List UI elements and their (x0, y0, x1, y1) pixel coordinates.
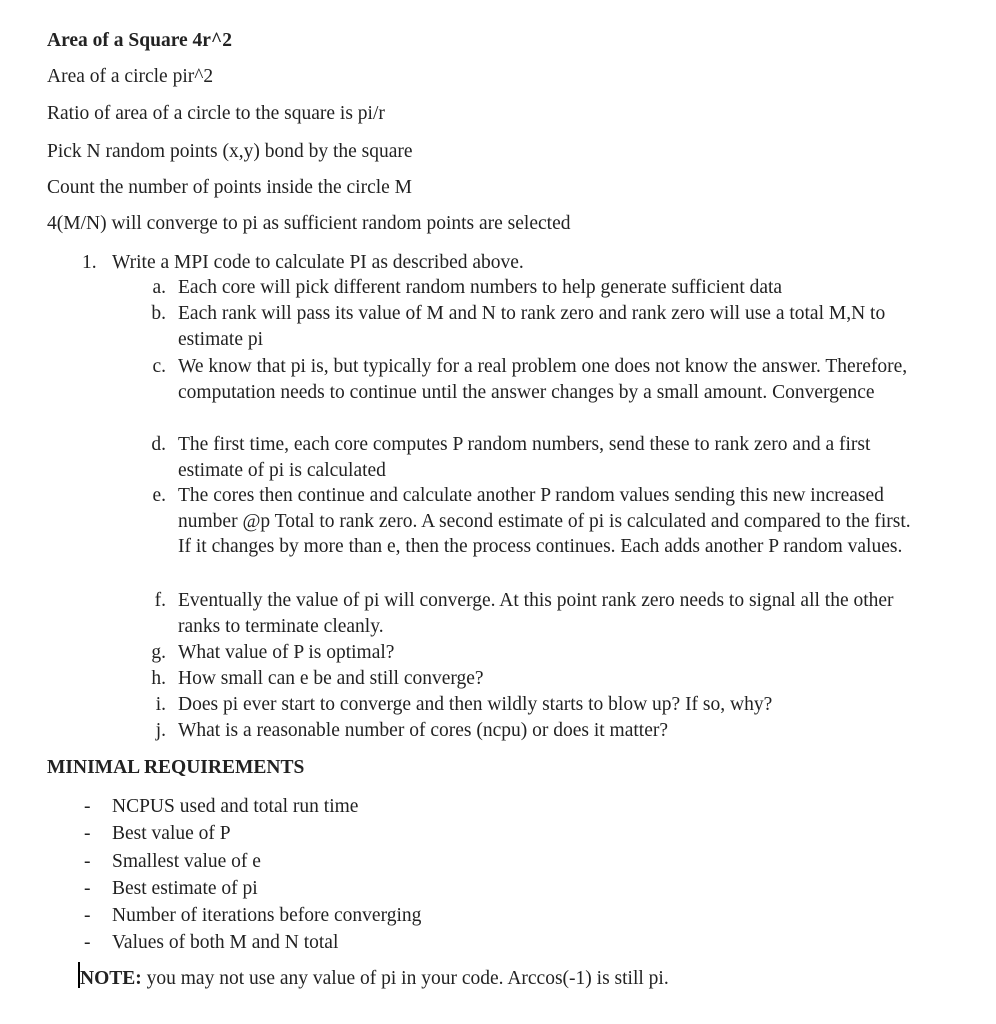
requirement-item: Values of both M and N total (112, 932, 339, 953)
subitem-label: c. (152, 356, 166, 377)
intro-line: Area of a circle pir^2 (47, 66, 214, 87)
requirement-item: Best value of P (112, 823, 231, 844)
subitem-label: f. (154, 590, 166, 611)
subitem-text: Eventually the value of pi will converge. At this point rank zero needs to signal all the other ranks to terminate cleanly. (178, 590, 894, 637)
subitem-label: h. (151, 668, 166, 689)
subitem-text: The first time, each core computes P random numbers, send these to rank zero and a first estimate of pi is calculated (178, 434, 871, 481)
subitem-text: How small can e be and still converge? (178, 668, 484, 689)
task-number: 1. (82, 252, 97, 273)
intro-line: Ratio of area of a circle to the square is pi/r (47, 103, 385, 124)
subitem-text: What is a reasonable number of cores (ncpu) or does it matter? (178, 720, 669, 741)
note-line (80, 966, 669, 992)
subitem-text: What value of P is optimal? (178, 642, 395, 663)
subitem-label: e. (152, 485, 166, 506)
subitem-label: d. (151, 434, 166, 455)
intro-line: 4(M/N) will converge to pi as sufficient random points are selected (47, 213, 571, 234)
intro-line: Pick N random points (x,y) bond by the square (47, 141, 413, 162)
subitem-text: Does pi ever start to converge and then wildly starts to blow up? If so, why? (178, 694, 773, 715)
subitem-label: i. (155, 694, 166, 715)
requirement-item: NCPUS used and total run time (112, 796, 359, 817)
intro-line: Count the number of points inside the circle M (47, 177, 413, 198)
note-label: NOTE: (80, 968, 142, 989)
requirement-item: Best estimate of pi (112, 878, 258, 899)
subitem-label: g. (151, 642, 166, 663)
subitem-label: j. (155, 720, 166, 741)
bullet-dash: - (84, 932, 91, 953)
task-text: Write a MPI code to calculate PI as described above. (112, 252, 524, 273)
intro-heading: Area of a Square 4r^2 (47, 30, 233, 51)
bullet-dash: - (84, 878, 91, 899)
subitem-label: b. (151, 303, 166, 324)
subitem-text: Each rank will pass its value of M and N to rank zero and rank zero will use a total M,N to estimate pi (178, 303, 886, 350)
requirement-item: Smallest value of e (112, 851, 261, 872)
requirement-item: Number of iterations before converging (112, 905, 422, 926)
bullet-dash: - (84, 796, 91, 817)
subitem-text: The cores then continue and calculate another P random values sending this new increased number @p Total to rank zero. A second estimate of pi is calculated and compared to the first. If it changes by more than e, then the process continues. Each adds another P random values. (178, 485, 911, 557)
bullet-dash: - (84, 823, 91, 844)
requirements-heading: MINIMAL REQUIREMENTS (47, 757, 305, 778)
subitem-text: Each core will pick different random numbers to help generate sufficient data (178, 277, 783, 298)
subitem-label: a. (152, 277, 166, 298)
bullet-dash: - (84, 851, 91, 872)
note-text: you may not use any value of pi in your code. Arccos(-1) is still pi. (146, 968, 669, 989)
bullet-dash: - (84, 905, 91, 926)
subitem-text: We know that pi is, but typically for a real problem one does not know the answer. Therefore, computation needs to continue until the answer changes by a small amount. Convergence (178, 356, 908, 403)
